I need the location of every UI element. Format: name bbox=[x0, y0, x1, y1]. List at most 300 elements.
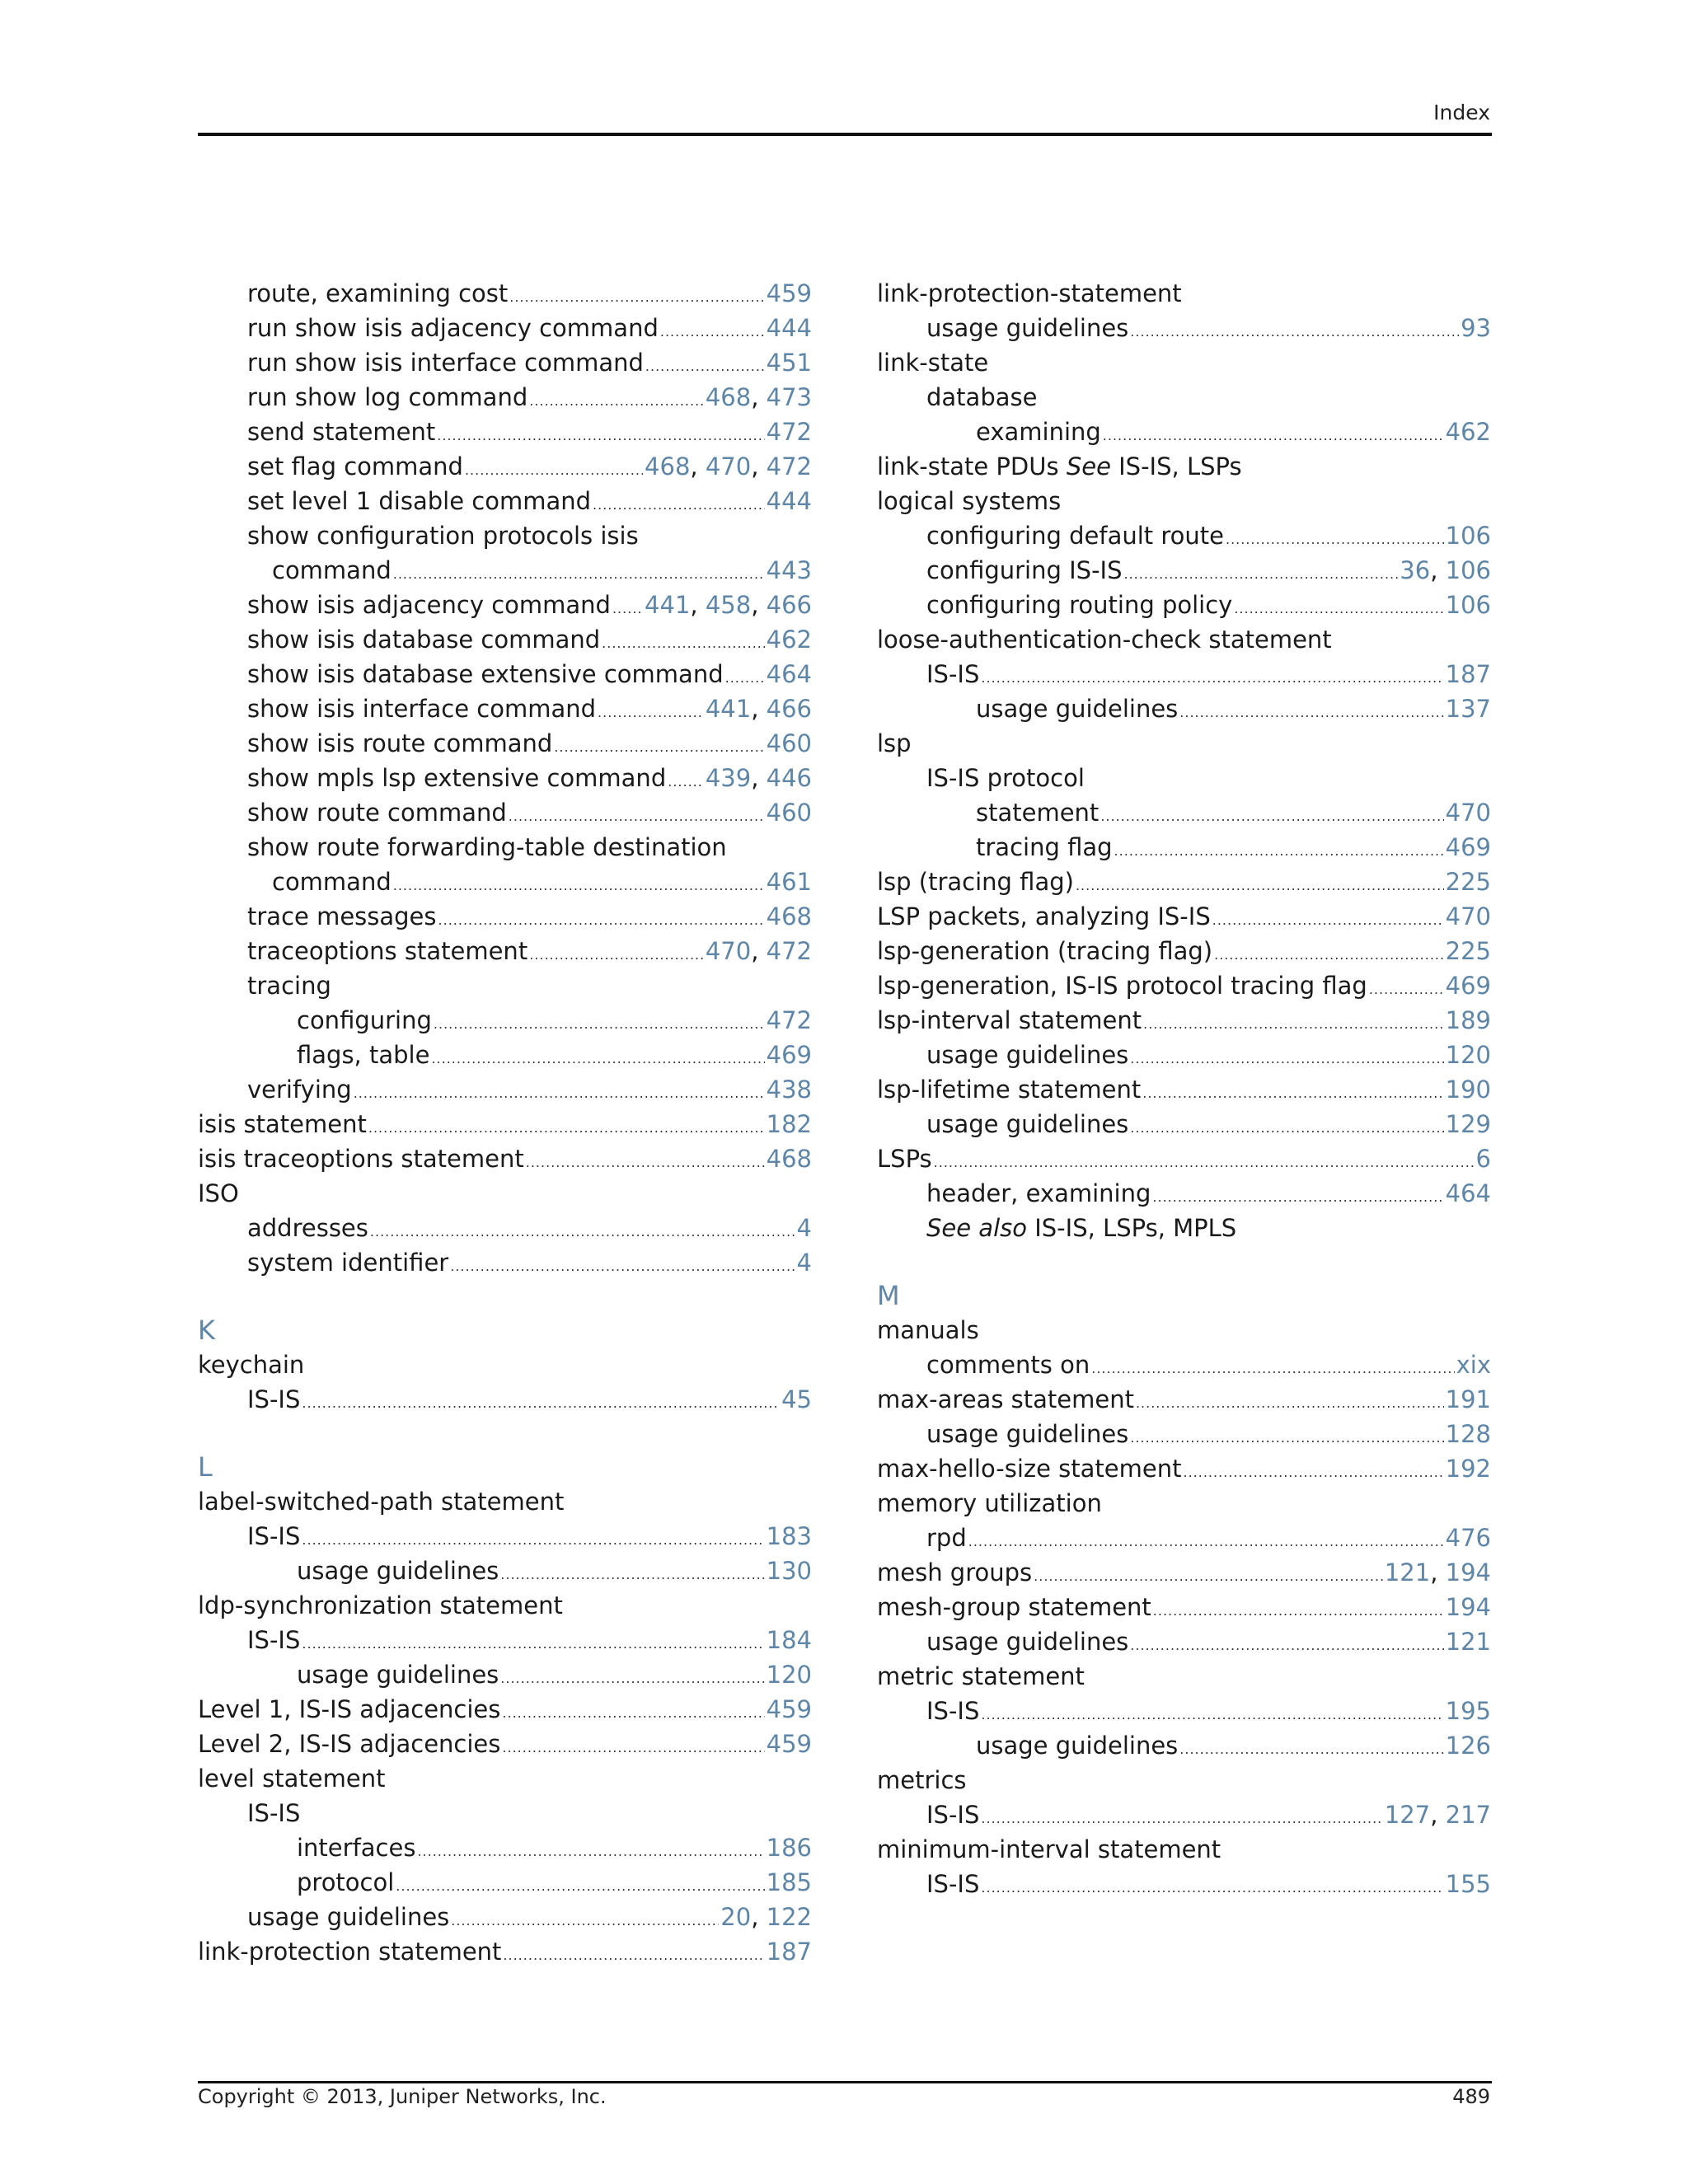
page-link[interactable]: 438 bbox=[766, 1076, 812, 1104]
page-references bbox=[767, 1865, 812, 1900]
dot-leader bbox=[1076, 869, 1444, 903]
index-entry bbox=[198, 518, 812, 553]
page-link[interactable]: 469 bbox=[1445, 833, 1491, 861]
page-references bbox=[706, 761, 812, 795]
dot-leader bbox=[981, 661, 1443, 696]
page-link[interactable]: 4 bbox=[796, 1214, 812, 1242]
page-link[interactable]: 121 bbox=[1384, 1558, 1431, 1586]
page-references bbox=[767, 622, 812, 657]
page-link[interactable]: 441 bbox=[705, 695, 752, 723]
index-entry bbox=[198, 1519, 812, 1554]
dot-leader bbox=[529, 938, 704, 972]
index-term: addresses bbox=[247, 1214, 368, 1242]
page-link[interactable]: 183 bbox=[766, 1522, 812, 1550]
page-references bbox=[1446, 1451, 1491, 1486]
index-entry bbox=[877, 1555, 1491, 1590]
page-references bbox=[1446, 1590, 1491, 1624]
dot-leader bbox=[502, 1696, 764, 1731]
index-term: system identifier bbox=[247, 1249, 449, 1277]
index-entry bbox=[198, 1796, 812, 1830]
index-entry bbox=[877, 484, 1491, 518]
page-references bbox=[1446, 1417, 1491, 1451]
index-term: ISO bbox=[198, 1179, 239, 1207]
index-entry bbox=[877, 1141, 1491, 1176]
footer-rule bbox=[198, 2081, 1492, 2083]
dot-leader bbox=[593, 488, 765, 523]
page-references bbox=[767, 1141, 812, 1176]
dot-leader bbox=[968, 1525, 1444, 1559]
index-entry bbox=[198, 1761, 812, 1796]
index-term: command bbox=[272, 556, 392, 584]
page-link[interactable]: 476 bbox=[1445, 1524, 1491, 1552]
page-link[interactable]: 93 bbox=[1461, 314, 1491, 342]
index-entry bbox=[877, 1797, 1491, 1832]
page-link[interactable]: 468 bbox=[705, 383, 752, 411]
dot-leader bbox=[934, 1146, 1475, 1180]
page-link[interactable]: 446 bbox=[766, 764, 812, 792]
page-references bbox=[1446, 1624, 1491, 1659]
dot-leader bbox=[417, 1835, 764, 1869]
index-letter-heading: M bbox=[877, 1280, 900, 1311]
index-term: IS-IS bbox=[926, 1870, 980, 1898]
index-entry bbox=[198, 1347, 812, 1382]
index-entry bbox=[198, 1865, 812, 1900]
index-entry bbox=[198, 968, 812, 1003]
page-separator: , bbox=[1430, 556, 1446, 584]
index-term: lsp-interval statement bbox=[877, 1006, 1142, 1034]
dot-leader bbox=[354, 1076, 765, 1111]
page-link[interactable]: 106 bbox=[1445, 591, 1491, 619]
page-link[interactable]: 443 bbox=[766, 556, 812, 584]
page-link[interactable]: 462 bbox=[766, 626, 812, 654]
index-term: IS-IS bbox=[926, 660, 980, 688]
page-separator: , bbox=[690, 591, 706, 619]
page-references bbox=[767, 1727, 812, 1761]
page-separator: , bbox=[751, 764, 767, 792]
page-link[interactable]: 470 bbox=[705, 937, 752, 965]
index-entry bbox=[877, 553, 1491, 588]
page-link[interactable]: 466 bbox=[766, 591, 812, 619]
page-link[interactable]: 4 bbox=[796, 1249, 812, 1277]
index-term: usage guidelines bbox=[926, 1420, 1129, 1448]
page-link[interactable]: 461 bbox=[766, 868, 812, 896]
index-term: keychain bbox=[198, 1351, 305, 1379]
dot-leader bbox=[981, 1802, 1382, 1836]
index-entry bbox=[198, 1900, 812, 1934]
page-link[interactable]: 470 bbox=[1445, 902, 1491, 930]
index-entry bbox=[877, 1832, 1491, 1867]
page-references bbox=[767, 484, 812, 518]
index-entry bbox=[877, 1624, 1491, 1659]
page-link[interactable]: 121 bbox=[1445, 1628, 1491, 1656]
index-term: metrics bbox=[877, 1766, 967, 1794]
dot-leader bbox=[465, 453, 643, 488]
page-link[interactable]: 120 bbox=[766, 1661, 812, 1689]
index-entry bbox=[198, 1623, 812, 1657]
dot-leader bbox=[431, 1042, 764, 1076]
index-entry bbox=[198, 311, 812, 345]
page-references bbox=[645, 449, 812, 484]
page-link[interactable]: 122 bbox=[766, 1903, 812, 1931]
index-term: ldp-synchronization statement bbox=[198, 1591, 563, 1619]
index-term: configuring default route bbox=[926, 522, 1224, 550]
page-references bbox=[767, 1830, 812, 1865]
dot-leader bbox=[645, 349, 765, 384]
page-references bbox=[1385, 1555, 1491, 1590]
page-link[interactable]: 130 bbox=[766, 1557, 812, 1585]
page-references bbox=[1446, 1107, 1491, 1141]
index-term: trace messages bbox=[247, 902, 437, 930]
index-term: link-protection statement bbox=[198, 1938, 502, 1966]
page-link[interactable]: 189 bbox=[1445, 1006, 1491, 1034]
index-entry bbox=[198, 1038, 812, 1072]
page-references bbox=[1446, 795, 1491, 830]
dot-leader bbox=[660, 315, 765, 349]
index-letter-heading: L bbox=[198, 1451, 213, 1483]
page-references bbox=[1446, 1728, 1491, 1763]
page-references bbox=[1446, 1176, 1491, 1211]
index-term: link-protection-statement bbox=[877, 279, 1182, 307]
page-references bbox=[767, 865, 812, 899]
page-link[interactable]: 458 bbox=[705, 591, 752, 619]
page-separator: , bbox=[751, 591, 767, 619]
dot-leader bbox=[1103, 419, 1444, 453]
index-term: minimum-interval statement bbox=[877, 1835, 1221, 1863]
index-term: show isis database extensive command bbox=[247, 660, 724, 688]
page-link[interactable]: 191 bbox=[1445, 1385, 1491, 1413]
index-entry bbox=[198, 1484, 812, 1519]
page-link[interactable]: 469 bbox=[1445, 972, 1491, 1000]
index-entry bbox=[877, 1728, 1491, 1763]
page-references bbox=[767, 553, 812, 588]
index-term: max-areas statement bbox=[877, 1385, 1134, 1413]
page-link[interactable]: 126 bbox=[1445, 1732, 1491, 1760]
page-link[interactable]: 441 bbox=[645, 591, 691, 619]
page-link[interactable]: 472 bbox=[766, 1006, 812, 1034]
index-entry bbox=[198, 1657, 812, 1692]
index-term: statement bbox=[976, 799, 1100, 827]
page-separator: , bbox=[1430, 1558, 1446, 1586]
index-entry bbox=[198, 830, 812, 865]
index-entry bbox=[198, 380, 812, 415]
index-entry bbox=[877, 1867, 1491, 1901]
page-link[interactable]: 464 bbox=[766, 660, 812, 688]
page-link[interactable]: 186 bbox=[766, 1834, 812, 1862]
dot-leader bbox=[368, 1111, 765, 1146]
page-link[interactable]: 127 bbox=[1384, 1801, 1431, 1829]
page-link[interactable]: 225 bbox=[1445, 868, 1491, 896]
index-term: Level 2, IS-IS adjacencies bbox=[198, 1730, 501, 1758]
index-term: tracing flag bbox=[976, 833, 1113, 861]
page-references bbox=[767, 1934, 812, 1969]
header-rule bbox=[198, 133, 1492, 136]
index-entry bbox=[877, 865, 1491, 899]
page-link[interactable]: 120 bbox=[1445, 1041, 1491, 1069]
index-entry bbox=[877, 311, 1491, 345]
page-references bbox=[767, 276, 812, 311]
page-references bbox=[1446, 588, 1491, 622]
page-link[interactable]: 468 bbox=[645, 452, 691, 480]
page-link[interactable]: 129 bbox=[1445, 1110, 1491, 1138]
dot-leader bbox=[1179, 696, 1443, 730]
index-entry bbox=[877, 1694, 1491, 1728]
index-term: max-hello-size statement bbox=[877, 1455, 1182, 1483]
index-term: IS-IS bbox=[247, 1385, 301, 1413]
copyright-text: Copyright © 2013, Juniper Networks, Inc. bbox=[198, 2085, 607, 2108]
page-references bbox=[1400, 553, 1491, 588]
index-entry bbox=[877, 518, 1491, 553]
index-entry bbox=[877, 1521, 1491, 1555]
page-link[interactable]: 155 bbox=[1445, 1870, 1491, 1898]
dot-leader bbox=[1234, 592, 1443, 626]
index-term: LSPs bbox=[877, 1145, 932, 1173]
page-references bbox=[1456, 1347, 1491, 1382]
page-link[interactable]: 182 bbox=[766, 1110, 812, 1138]
index-entry bbox=[877, 449, 1491, 484]
index-entry bbox=[877, 1176, 1491, 1211]
index-term: lsp (tracing flag) bbox=[877, 868, 1074, 896]
dot-leader bbox=[602, 626, 765, 661]
index-term: configuring bbox=[297, 1006, 432, 1034]
index-column-right bbox=[877, 276, 1491, 1901]
index-entry bbox=[198, 1727, 812, 1761]
dot-leader bbox=[393, 557, 765, 592]
index-term: usage guidelines bbox=[976, 1732, 1179, 1760]
index-entry bbox=[198, 1588, 812, 1623]
page-link[interactable]: 187 bbox=[766, 1938, 812, 1966]
index-term: Level 1, IS-IS adjacencies bbox=[198, 1695, 501, 1723]
index-entry bbox=[198, 484, 812, 518]
page-link[interactable]: 451 bbox=[766, 349, 812, 377]
page-references bbox=[767, 1038, 812, 1072]
index-term: usage guidelines bbox=[247, 1903, 450, 1931]
index-term: run show log command bbox=[247, 383, 528, 411]
page-link[interactable]: 462 bbox=[1445, 418, 1491, 446]
index-term: usage guidelines bbox=[926, 314, 1129, 342]
page-link[interactable]: 128 bbox=[1445, 1420, 1491, 1448]
index-term: level statement bbox=[198, 1765, 386, 1793]
page-references bbox=[767, 1072, 812, 1107]
page-link[interactable]: 195 bbox=[1445, 1697, 1491, 1725]
dot-leader bbox=[438, 903, 765, 938]
running-header: Index bbox=[1433, 101, 1490, 124]
index-term: IS-IS bbox=[247, 1799, 301, 1827]
dot-leader bbox=[1130, 1629, 1443, 1663]
index-entry bbox=[198, 1141, 812, 1176]
page-link[interactable]: 460 bbox=[766, 729, 812, 757]
index-entry bbox=[198, 1176, 812, 1211]
page-link[interactable]: 137 bbox=[1445, 695, 1491, 723]
dot-leader bbox=[598, 696, 704, 730]
page-link[interactable]: 192 bbox=[1445, 1455, 1491, 1483]
index-term: usage guidelines bbox=[976, 695, 1179, 723]
page-references bbox=[767, 1519, 812, 1554]
dot-leader bbox=[725, 661, 765, 696]
index-term: run show isis adjacency command bbox=[247, 314, 659, 342]
index-entry bbox=[198, 1934, 812, 1969]
page-link[interactable]: 470 bbox=[1445, 799, 1491, 827]
index-term: usage guidelines bbox=[926, 1110, 1129, 1138]
page-references bbox=[1446, 934, 1491, 968]
page-link[interactable]: 217 bbox=[1445, 1801, 1491, 1829]
page-link[interactable]: 185 bbox=[766, 1868, 812, 1896]
dot-leader bbox=[302, 1523, 764, 1558]
page-references bbox=[1446, 691, 1491, 726]
index-term: examining bbox=[976, 418, 1101, 446]
page-link[interactable]: 464 bbox=[1445, 1179, 1491, 1207]
dot-leader bbox=[1091, 1352, 1454, 1386]
dot-leader bbox=[1226, 523, 1444, 557]
page-references bbox=[767, 345, 812, 380]
page-references bbox=[706, 691, 812, 726]
index-term: metric statement bbox=[877, 1662, 1085, 1690]
page-link[interactable]: 472 bbox=[766, 937, 812, 965]
page-number: 489 bbox=[1452, 2085, 1490, 2108]
index-term: See also IS-IS, LSPs, MPLS bbox=[926, 1214, 1237, 1242]
index-term: label-switched-path statement bbox=[198, 1488, 565, 1516]
index-term: usage guidelines bbox=[297, 1661, 499, 1689]
index-entry bbox=[198, 1003, 812, 1038]
page-link[interactable]: 106 bbox=[1445, 556, 1491, 584]
index-term: mesh groups bbox=[877, 1558, 1033, 1586]
page-separator: , bbox=[751, 1903, 767, 1931]
page-link[interactable]: 187 bbox=[1445, 660, 1491, 688]
dot-leader bbox=[554, 730, 764, 765]
index-entry bbox=[198, 795, 812, 830]
dot-leader bbox=[1142, 1076, 1443, 1111]
index-entry bbox=[877, 1382, 1491, 1417]
page-references bbox=[767, 899, 812, 934]
page-references bbox=[1385, 1797, 1491, 1832]
index-term: verifying bbox=[247, 1076, 352, 1104]
dot-leader bbox=[1100, 799, 1443, 834]
index-term: run show isis interface command bbox=[247, 349, 644, 377]
dot-leader bbox=[1369, 972, 1444, 1007]
page-separator: , bbox=[751, 383, 767, 411]
page-link[interactable]: 460 bbox=[766, 799, 812, 827]
index-entry bbox=[877, 1486, 1491, 1521]
page-references bbox=[1446, 830, 1491, 865]
page-link[interactable]: 470 bbox=[705, 452, 752, 480]
dot-leader bbox=[1152, 1180, 1443, 1215]
page-references bbox=[1476, 1141, 1491, 1176]
page-link[interactable]: 459 bbox=[766, 279, 812, 307]
page-link[interactable]: 194 bbox=[1445, 1593, 1491, 1621]
index-entry bbox=[877, 276, 1491, 311]
index-entry bbox=[877, 415, 1491, 449]
page-link[interactable]: 444 bbox=[766, 314, 812, 342]
page-link[interactable]: 466 bbox=[766, 695, 812, 723]
index-term: IS-IS bbox=[247, 1626, 301, 1654]
index-entry bbox=[198, 415, 812, 449]
index-term: show isis interface command bbox=[247, 695, 597, 723]
page-link[interactable]: 106 bbox=[1445, 522, 1491, 550]
dot-leader bbox=[1214, 938, 1444, 972]
index-entry bbox=[198, 1382, 812, 1417]
page-references bbox=[781, 1382, 812, 1417]
index-entry bbox=[877, 1003, 1491, 1038]
dot-leader bbox=[1179, 1732, 1443, 1767]
index-term: header, examining bbox=[926, 1179, 1151, 1207]
index-entry bbox=[877, 761, 1491, 795]
index-term: set flag command bbox=[247, 452, 463, 480]
page-link[interactable]: 439 bbox=[705, 764, 752, 792]
page-link[interactable]: 469 bbox=[766, 1041, 812, 1069]
dot-leader bbox=[1130, 315, 1459, 349]
dot-leader bbox=[1130, 1111, 1443, 1146]
index-entry bbox=[877, 830, 1491, 865]
page-references bbox=[1446, 1072, 1491, 1107]
page-references bbox=[1446, 865, 1491, 899]
dot-leader bbox=[529, 384, 704, 419]
page-link[interactable]: 468 bbox=[766, 1145, 812, 1173]
page-link[interactable]: 194 bbox=[1445, 1558, 1491, 1586]
page-link[interactable]: xix bbox=[1456, 1351, 1491, 1379]
page-link[interactable]: 473 bbox=[766, 383, 812, 411]
page-link[interactable]: 459 bbox=[766, 1695, 812, 1723]
index-entry bbox=[198, 588, 812, 622]
dot-leader bbox=[502, 1731, 764, 1765]
page-references bbox=[1446, 657, 1491, 691]
dot-leader bbox=[302, 1386, 780, 1421]
dot-leader bbox=[393, 869, 765, 903]
page-link[interactable]: 472 bbox=[766, 452, 812, 480]
dot-leader bbox=[1114, 834, 1444, 869]
index-term: show isis database command bbox=[247, 626, 601, 654]
page-link[interactable]: 472 bbox=[766, 418, 812, 446]
dot-leader bbox=[1130, 1042, 1443, 1076]
page-link[interactable]: 190 bbox=[1445, 1076, 1491, 1104]
dot-leader bbox=[396, 1869, 764, 1904]
page-link[interactable]: 225 bbox=[1445, 937, 1491, 965]
dot-leader bbox=[526, 1146, 765, 1180]
page-link[interactable]: 6 bbox=[1475, 1145, 1491, 1173]
page-link[interactable]: 20 bbox=[720, 1903, 752, 1931]
page-link[interactable]: 45 bbox=[781, 1385, 812, 1413]
index-entry bbox=[198, 276, 812, 311]
index-entry bbox=[877, 345, 1491, 380]
index-term: isis traceoptions statement bbox=[198, 1145, 524, 1173]
dot-leader bbox=[1034, 1559, 1383, 1594]
index-entry bbox=[198, 1692, 812, 1727]
page-references bbox=[1446, 415, 1491, 449]
page-link[interactable]: 444 bbox=[766, 487, 812, 515]
index-entry bbox=[198, 934, 812, 968]
index-term: link-state PDUs See IS-IS, LSPs bbox=[877, 452, 1242, 480]
index-term: show isis adjacency command bbox=[247, 591, 611, 619]
index-entry bbox=[198, 1830, 812, 1865]
index-entry bbox=[877, 1590, 1491, 1624]
index-letter-heading: K bbox=[198, 1315, 215, 1346]
index-entry bbox=[877, 1211, 1491, 1245]
index-entry bbox=[198, 1554, 812, 1588]
page-link[interactable]: 36 bbox=[1400, 556, 1431, 584]
see-reference-label: See bbox=[1066, 452, 1111, 480]
index-term: IS-IS protocol bbox=[926, 764, 1085, 792]
index-term: usage guidelines bbox=[926, 1041, 1129, 1069]
page-link[interactable]: 459 bbox=[766, 1730, 812, 1758]
index-entry bbox=[877, 1451, 1491, 1486]
page-link[interactable]: 468 bbox=[766, 902, 812, 930]
index-entry bbox=[877, 1347, 1491, 1382]
dot-leader bbox=[1130, 1421, 1443, 1455]
index-entry bbox=[198, 622, 812, 657]
page-link[interactable]: 184 bbox=[766, 1626, 812, 1654]
page-separator: , bbox=[690, 452, 706, 480]
index-term: IS-IS bbox=[926, 1801, 980, 1829]
index-entry bbox=[198, 1072, 812, 1107]
index-entry bbox=[877, 726, 1491, 761]
